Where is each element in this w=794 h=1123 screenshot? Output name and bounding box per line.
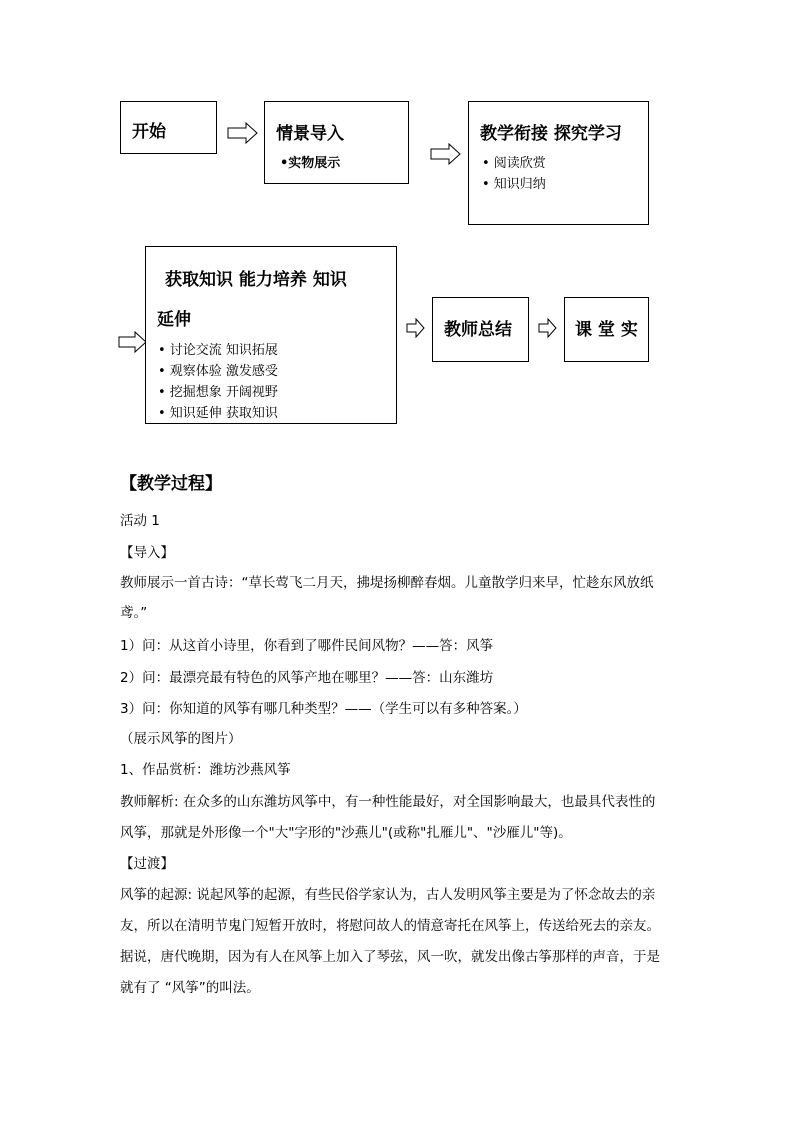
right-arrow-icon [538,318,558,338]
right-arrow-icon [118,331,148,353]
flow-box-teach-item: • 知识归纳 [482,177,546,192]
origin-paragraph-cont: 就有了 “风筝”的叫法。 [120,980,260,996]
analysis-paragraph: 教师解析: 在众多的山东潍坊风筝中，有一种性能最好，对全国影响最大，也最具代表性的 [120,794,656,810]
flow-box-practice [564,297,649,362]
flow-box-gain-title-cont: 延伸 [157,310,191,330]
right-arrow-icon [227,122,259,144]
question-1: 1）问：从这首小诗里，你看到了哪件民间风物？——答：风筝 [120,638,494,654]
section-heading-transition: 【过渡】 [120,856,174,872]
flow-box-teach-title: 教学衔接 探究学习 [480,124,622,144]
flow-box-start-title: 开始 [132,122,166,142]
flow-box-intro [264,101,409,184]
appreciation-title: 1、作品赏析：潍坊沙燕风筝 [120,762,291,778]
flow-box-summary [432,297,529,362]
flow-box-summary-title: 教师总结 [444,320,512,340]
show-pictures-note: （展示风筝的图片） [120,731,242,747]
flow-box-gain-item: • 观察体验 激发感受 [158,364,278,379]
flow-box-gain-item: • 讨论交流 知识拓展 [158,343,278,358]
flow-box-gain [145,246,397,424]
flow-box-start [120,101,217,154]
question-2: 2）问：最漂亮最有特色的风筝产地在哪里？——答：山东潍坊 [120,670,494,686]
section-heading-teaching-process: 【教学过程】 [120,474,222,494]
origin-paragraph: 风筝的起源: 说起风筝的起源，有些民俗学家认为，古人发明风筝主要是为了怀念故去的亲 [120,887,656,903]
flow-box-teach-item: • 阅读欣赏 [482,156,546,171]
flow-box-gain-item: • 挖掘想象 开阔视野 [158,385,278,400]
origin-paragraph-cont: 友，所以在清明节鬼门短暂开放时，将慰问故人的情意寄托在风筝上，传送给死去的亲友。 [120,918,660,934]
section-heading-intro: 【导入】 [120,545,174,561]
flow-box-practice-title: 课 堂 实 [575,320,638,340]
flow-box-intro-title: 情景导入 [276,124,344,144]
poem-paragraph: 教师展示一首古诗：“草长莺飞二月天，拂堤扬柳醉春烟。儿童散学归来早，忙趁东风放纸 [120,575,654,591]
right-arrow-icon [430,143,462,165]
flow-box-gain-title: 获取知识 能力培养 知识 [165,270,347,290]
question-3: 3）问：你知道的风筝有哪几种类型？——（学生可以有多种答案。） [120,701,527,717]
flow-box-teach [468,101,649,225]
activity-label: 活动 1 [120,513,160,529]
flow-box-gain-item: • 知识延伸 获取知识 [158,406,278,421]
poem-paragraph-cont: 鸢。” [120,605,148,621]
right-arrow-icon [406,318,426,338]
origin-paragraph-cont: 据说，唐代晚期，因为有人在风筝上加入了琴弦，风一吹，就发出像古筝那样的声音，于是 [120,949,660,965]
analysis-paragraph-cont: 风筝，那就是外形像一个"大"字形的"沙燕儿"(或称"扎雁儿"、"沙雁儿"等)。 [120,825,572,841]
flow-box-intro-item: •实物展示 [280,156,341,171]
